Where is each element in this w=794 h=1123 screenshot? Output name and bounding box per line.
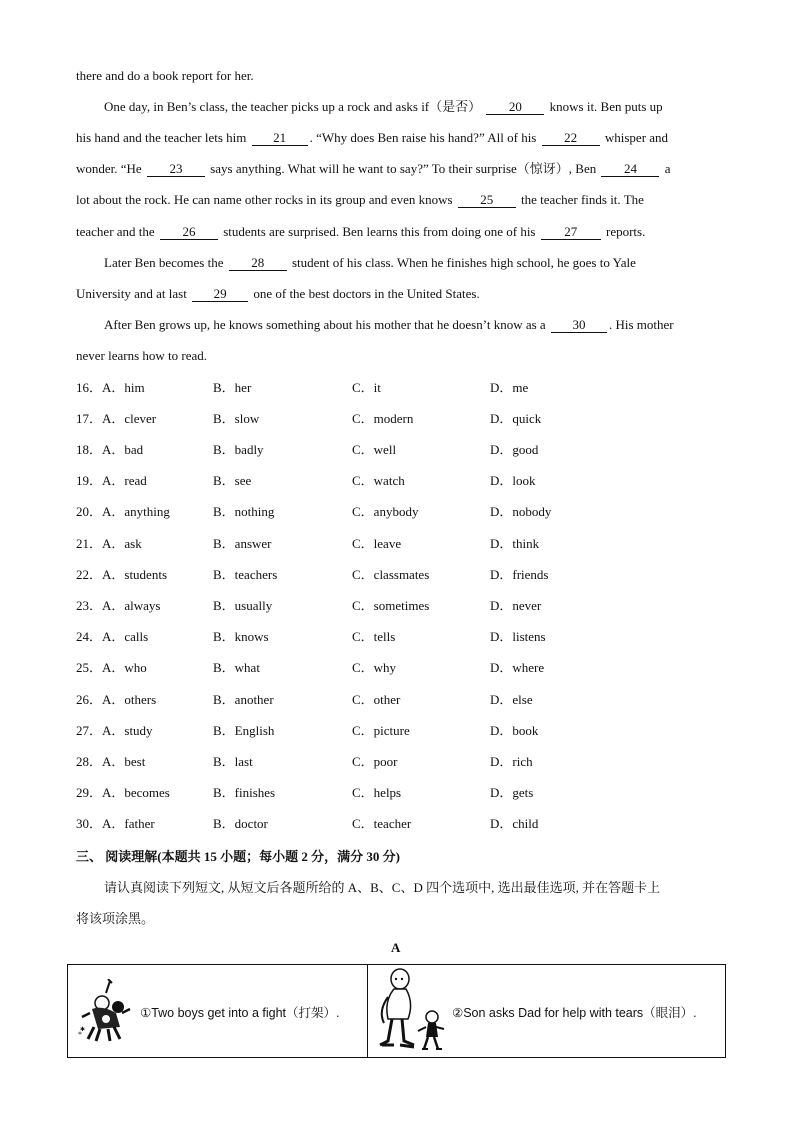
question-number: 28． xyxy=(76,754,103,769)
option-b[interactable]: B．see xyxy=(213,473,252,488)
passage-line xyxy=(76,66,254,86)
option-a[interactable]: A．becomes xyxy=(102,785,170,800)
passage-text: University and at last xyxy=(76,286,187,301)
question-number: 20． xyxy=(76,504,103,519)
passage-text: reports. xyxy=(606,224,646,239)
question-number: 16． xyxy=(76,380,103,395)
question-number: 30． xyxy=(76,816,103,831)
option-c[interactable]: C．helps xyxy=(352,785,402,800)
option-a[interactable]: A．students xyxy=(102,567,168,582)
question-number: 29． xyxy=(76,785,103,800)
passage-line xyxy=(104,253,636,273)
blank-21: 21 xyxy=(252,130,308,146)
option-b[interactable]: B．last xyxy=(213,754,253,769)
passage-text: whisper and xyxy=(604,130,669,145)
option-d[interactable]: D．good xyxy=(490,442,539,457)
passage-line xyxy=(76,284,480,304)
option-b[interactable]: B．badly xyxy=(213,442,264,457)
passage-text: there and do a book report for her. xyxy=(76,68,254,83)
option-b[interactable]: B．doctor xyxy=(213,816,268,831)
option-a[interactable]: A．always xyxy=(102,598,161,613)
option-b[interactable]: B．what xyxy=(213,660,260,675)
blank-29: 29 xyxy=(192,286,248,302)
table-cell-tears xyxy=(368,965,725,1057)
fighting-boys-picture xyxy=(76,979,136,1045)
option-a[interactable]: A．best xyxy=(102,754,146,769)
question-number: 21． xyxy=(76,536,103,551)
question-number: 18． xyxy=(76,442,103,457)
tears-caption: ②Son asks Dad for help with tears（眼泪）. xyxy=(452,1006,697,1020)
option-c[interactable]: C．leave xyxy=(352,536,402,551)
fight-caption: ①Two boys get into a fight（打架）. xyxy=(140,1006,340,1020)
table-cell-fight xyxy=(68,965,368,1057)
option-a[interactable]: A．study xyxy=(102,723,153,738)
option-c[interactable]: C．classmates xyxy=(352,567,430,582)
question-number: 25． xyxy=(76,660,103,675)
question-number: 23． xyxy=(76,598,103,613)
option-b[interactable]: B．finishes xyxy=(213,785,276,800)
svg-text:*: * xyxy=(78,1030,82,1039)
option-b[interactable]: B．answer xyxy=(213,536,272,551)
blank-24: 24 xyxy=(601,161,659,177)
passage-line xyxy=(104,315,674,335)
option-d[interactable]: D．else xyxy=(490,692,533,707)
option-b[interactable]: B．usually xyxy=(213,598,273,613)
option-d[interactable]: D．listens xyxy=(490,629,546,644)
option-b[interactable]: B．nothing xyxy=(213,504,275,519)
option-a[interactable]: A．who xyxy=(102,660,147,675)
picture-table xyxy=(67,964,726,1058)
option-d[interactable]: D．never xyxy=(490,598,542,613)
option-a[interactable]: A．bad xyxy=(102,442,144,457)
passage-text: wonder. “He xyxy=(76,161,142,176)
option-c[interactable]: C．sometimes xyxy=(352,598,430,613)
passage-text: One day, in Ben’s class, the teacher picks up a rock and asks if（是否） xyxy=(104,99,482,114)
question-number: 26． xyxy=(76,692,103,707)
option-d[interactable]: D．look xyxy=(490,473,536,488)
passage-line xyxy=(76,128,668,148)
option-d[interactable]: D．nobody xyxy=(490,504,552,519)
question-number: 17． xyxy=(76,411,103,426)
question-number: 22． xyxy=(76,567,103,582)
option-b[interactable]: B．English xyxy=(213,723,275,738)
option-a[interactable]: A．read xyxy=(102,473,147,488)
option-c[interactable]: C．other xyxy=(352,692,401,707)
option-d[interactable]: D．child xyxy=(490,816,539,831)
blank-25: 25 xyxy=(458,192,516,208)
option-a[interactable]: A．calls xyxy=(102,629,149,644)
option-d[interactable]: D．me xyxy=(490,380,529,395)
option-c[interactable]: C．tells xyxy=(352,629,396,644)
section-title: 三、 阅读理解(本题共 15 小题；每小题 2 分，满分 30 分) xyxy=(76,849,400,864)
passage-text: one of the best doctors in the United States. xyxy=(253,286,480,301)
option-d[interactable]: D．rich xyxy=(490,754,533,769)
svg-text:✱: ✱ xyxy=(80,1027,86,1033)
option-c[interactable]: C．modern xyxy=(352,411,414,426)
blank-30: 30 xyxy=(551,317,607,333)
option-d[interactable]: D．friends xyxy=(490,567,549,582)
option-a[interactable]: A．ask xyxy=(102,536,142,551)
option-b[interactable]: B．her xyxy=(213,380,252,395)
option-d[interactable]: D．book xyxy=(490,723,539,738)
father-son-picture xyxy=(374,967,450,1055)
question-number: 19． xyxy=(76,473,103,488)
passage-line xyxy=(76,346,207,366)
option-c[interactable]: C．it xyxy=(352,380,381,395)
passage-text: lot about the rock. He can name other rocks in its group and even knows xyxy=(76,192,453,207)
passage-text: says anything. What will he want to say?” To their surprise（惊讶）, Ben xyxy=(210,161,597,176)
question-number: 24． xyxy=(76,629,103,644)
passage-text: student of his class. When he finishes high school, he goes to Yale xyxy=(291,255,636,270)
option-a[interactable]: A．clever xyxy=(102,411,157,426)
passage-line xyxy=(76,222,645,242)
question-number: 27． xyxy=(76,723,103,738)
passage-text: . His mother xyxy=(608,317,674,332)
option-d[interactable]: D．quick xyxy=(490,411,542,426)
passage-line xyxy=(76,159,671,179)
passage-text: After Ben grows up, he knows something about his mother that he doesn’t know as a xyxy=(104,317,546,332)
passage-text: never learns how to read. xyxy=(76,348,208,363)
passage-text: Later Ben becomes the xyxy=(104,255,224,270)
instructions-line-2: 将该项涂黑。 xyxy=(76,911,155,926)
blank-27: 27 xyxy=(541,224,601,240)
option-b[interactable]: B．teachers xyxy=(213,567,278,582)
passage-line xyxy=(104,97,663,117)
option-c[interactable]: C．watch xyxy=(352,473,405,488)
passage-text: his hand and the teacher lets him xyxy=(76,130,247,145)
option-c[interactable]: C．why xyxy=(352,660,397,675)
passage-text: . “Why does Ben raise his hand?” All of his xyxy=(309,130,537,145)
option-d[interactable]: D．think xyxy=(490,536,540,551)
blank-28: 28 xyxy=(229,255,287,271)
passage-text: knows it. Ben puts up xyxy=(549,99,663,114)
option-c[interactable]: C．picture xyxy=(352,723,410,738)
blank-26: 26 xyxy=(160,224,218,240)
blank-23: 23 xyxy=(147,161,205,177)
option-c[interactable]: C．well xyxy=(352,442,397,457)
option-c[interactable]: C．anybody xyxy=(352,504,419,519)
option-c[interactable]: C．poor xyxy=(352,754,398,769)
passage-line xyxy=(76,190,644,210)
passage-text: teacher and the xyxy=(76,224,155,239)
option-b[interactable]: B．knows xyxy=(213,629,269,644)
passage-label: A xyxy=(391,940,401,955)
option-d[interactable]: D．where xyxy=(490,660,545,675)
passage-text: the teacher finds it. The xyxy=(521,192,644,207)
option-b[interactable]: B．another xyxy=(213,692,274,707)
option-a[interactable]: A．father xyxy=(102,816,155,831)
instructions-line-1: 请认真阅读下列短文, 从短文后各题所给的 A、B、C、D 四个选项中, 选出最佳选项, 并在答题卡上 xyxy=(104,880,661,895)
option-a[interactable]: A．others xyxy=(102,692,157,707)
passage-text: students are surprised. Ben learns this from doing one of his xyxy=(223,224,536,239)
passage-text: a xyxy=(664,161,671,176)
option-c[interactable]: C．teacher xyxy=(352,816,412,831)
option-a[interactable]: A．anything xyxy=(102,504,170,519)
option-b[interactable]: B．slow xyxy=(213,411,260,426)
blank-22: 22 xyxy=(542,130,600,146)
option-d[interactable]: D．gets xyxy=(490,785,534,800)
blank-20: 20 xyxy=(486,99,544,115)
option-a[interactable]: A．him xyxy=(102,380,145,395)
